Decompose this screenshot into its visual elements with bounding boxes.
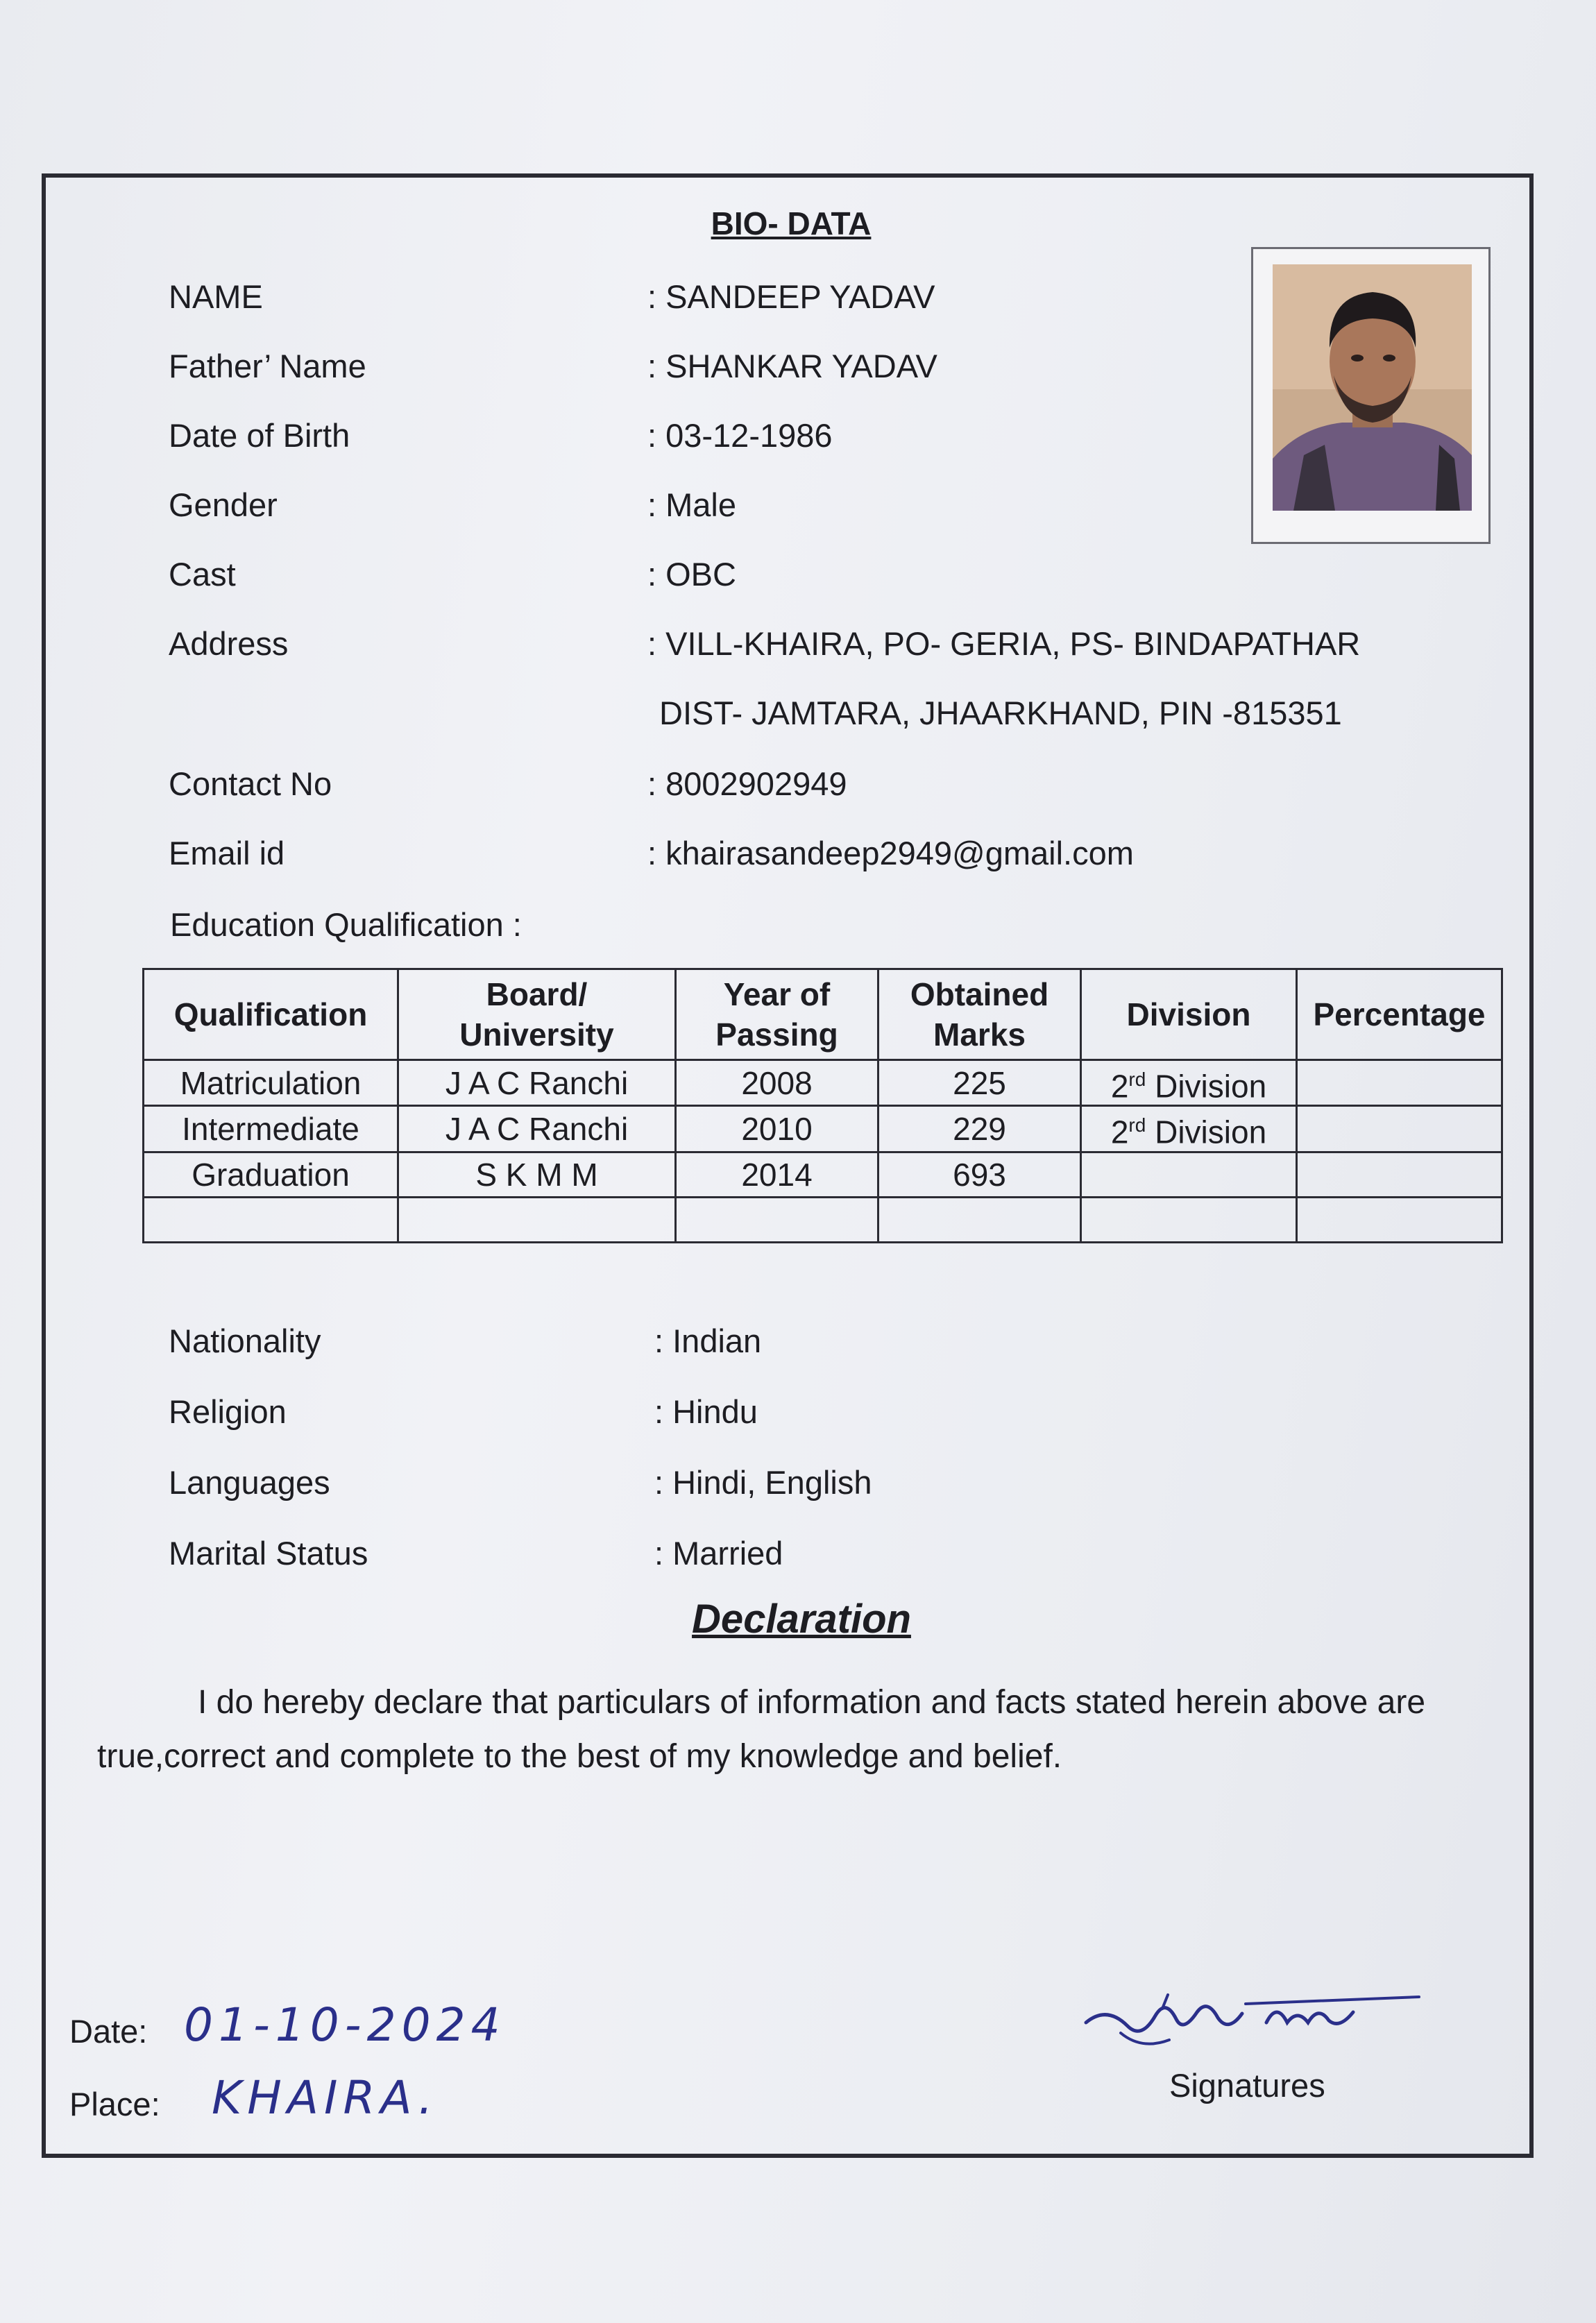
field-value: : Hindi, English xyxy=(654,1464,872,1501)
field-name xyxy=(169,278,1293,319)
field-label: Religion xyxy=(169,1393,287,1430)
cell-board xyxy=(398,1197,676,1242)
header-division: Division xyxy=(1081,969,1297,1060)
cell-division xyxy=(1081,1152,1297,1197)
field-nationality xyxy=(169,1322,1293,1363)
cell-marks xyxy=(878,1197,1081,1242)
field-label: Father’ Name xyxy=(169,348,366,384)
table-row xyxy=(144,1197,1502,1242)
table-row xyxy=(144,1060,1502,1106)
field-value: : Hindu xyxy=(654,1393,758,1430)
header-year-of-passing: Year of Passing xyxy=(676,969,878,1060)
field-address xyxy=(169,624,1361,666)
header-obtained-marks: Obtained Marks xyxy=(878,969,1081,1060)
date-value-handwritten: 01-10-2024 xyxy=(184,1998,506,2052)
header-percentage: Percentage xyxy=(1297,969,1502,1060)
declaration-text: I do hereby declare that particulars of information and facts stated herein above are true,correct and complete to the best of my knowledge and belief. xyxy=(97,1684,1426,1775)
cell-year: 2010 xyxy=(676,1106,878,1152)
cell-qualification: Graduation xyxy=(144,1152,398,1197)
field-value: : Male xyxy=(647,486,736,523)
field-label: Gender xyxy=(169,486,278,523)
cell-division: 2rd Division xyxy=(1081,1106,1297,1152)
profile-photo xyxy=(1251,247,1491,544)
date-label: Date: xyxy=(69,2013,148,2050)
education-table xyxy=(142,968,1503,1243)
cell-board: J A C Ranchi xyxy=(398,1106,676,1152)
field-value: : Married xyxy=(654,1535,783,1572)
field-value: DIST- JAMTARA, JHAARKHAND, PIN -815351 xyxy=(659,695,1342,731)
cell-qualification xyxy=(144,1197,398,1242)
cell-year: 2014 xyxy=(676,1152,878,1197)
education-label: Education Qualification : xyxy=(170,906,522,943)
cell-board: J A C Ranchi xyxy=(398,1060,676,1106)
cell-division: 2rd Division xyxy=(1081,1060,1297,1106)
cell-marks: 693 xyxy=(878,1152,1081,1197)
field-value: : SHANKAR YADAV xyxy=(647,348,937,384)
field-label: Date of Birth xyxy=(169,417,350,454)
field-gender xyxy=(169,486,1293,527)
cell-year: 2008 xyxy=(676,1060,878,1106)
field-address-line-2 xyxy=(169,694,1342,735)
cell-percentage xyxy=(1297,1106,1502,1152)
cell-percentage xyxy=(1297,1152,1502,1197)
cell-division xyxy=(1081,1197,1297,1242)
field-label: Contact No xyxy=(169,765,332,802)
cell-year xyxy=(676,1197,878,1242)
cell-qualification: Matriculation xyxy=(144,1060,398,1106)
field-date-of-birth xyxy=(169,416,1293,458)
field-label: Address xyxy=(169,625,289,662)
table-row xyxy=(144,1106,1502,1152)
field-label: NAME xyxy=(169,278,263,315)
field-value: : VILL-KHAIRA, PO- GERIA, PS- BINDAPATHAR xyxy=(647,625,1361,662)
field-label: Languages xyxy=(169,1464,330,1501)
cell-marks: 225 xyxy=(878,1060,1081,1106)
cell-qualification: Intermediate xyxy=(144,1106,398,1152)
field-cast xyxy=(169,555,1293,597)
field-value: : Indian xyxy=(654,1322,762,1359)
header-board-university: Board/ University xyxy=(398,969,676,1060)
field-value: : 03-12-1986 xyxy=(647,417,833,454)
field-value: : 8002902949 xyxy=(647,765,847,802)
field-languages xyxy=(169,1463,1293,1505)
cell-percentage xyxy=(1297,1060,1502,1106)
field-label: Email id xyxy=(169,835,285,871)
field-label: Cast xyxy=(169,556,236,593)
field-religion xyxy=(169,1393,1293,1434)
field-value: : SANDEEP YADAV xyxy=(647,278,935,315)
cell-percentage xyxy=(1297,1197,1502,1242)
field-label: Marital Status xyxy=(169,1535,368,1572)
field-marital-status xyxy=(169,1534,1293,1576)
cell-board: S K M M xyxy=(398,1152,676,1197)
cell-marks: 229 xyxy=(878,1106,1081,1152)
header-qualification: Qualification xyxy=(144,969,398,1060)
field-email xyxy=(169,834,1293,876)
field-label: Nationality xyxy=(169,1322,321,1359)
place-label: Place: xyxy=(69,2086,160,2122)
place-value-handwritten: KHAIRA. xyxy=(212,2071,439,2125)
document-title: BIO- DATA xyxy=(711,205,872,241)
field-contact-no xyxy=(169,765,1293,806)
signature-label: Signatures xyxy=(1169,2067,1325,2104)
profile-photo-image xyxy=(1273,264,1472,511)
signature-mark xyxy=(1079,1984,1426,2061)
field-value: : khairasandeep2949@gmail.com xyxy=(647,835,1134,871)
field-father-name xyxy=(169,347,1293,389)
table-header-row xyxy=(144,969,1502,1060)
table-row xyxy=(144,1152,1502,1197)
field-value: : OBC xyxy=(647,556,736,593)
declaration-title: Declaration xyxy=(692,1597,911,1642)
